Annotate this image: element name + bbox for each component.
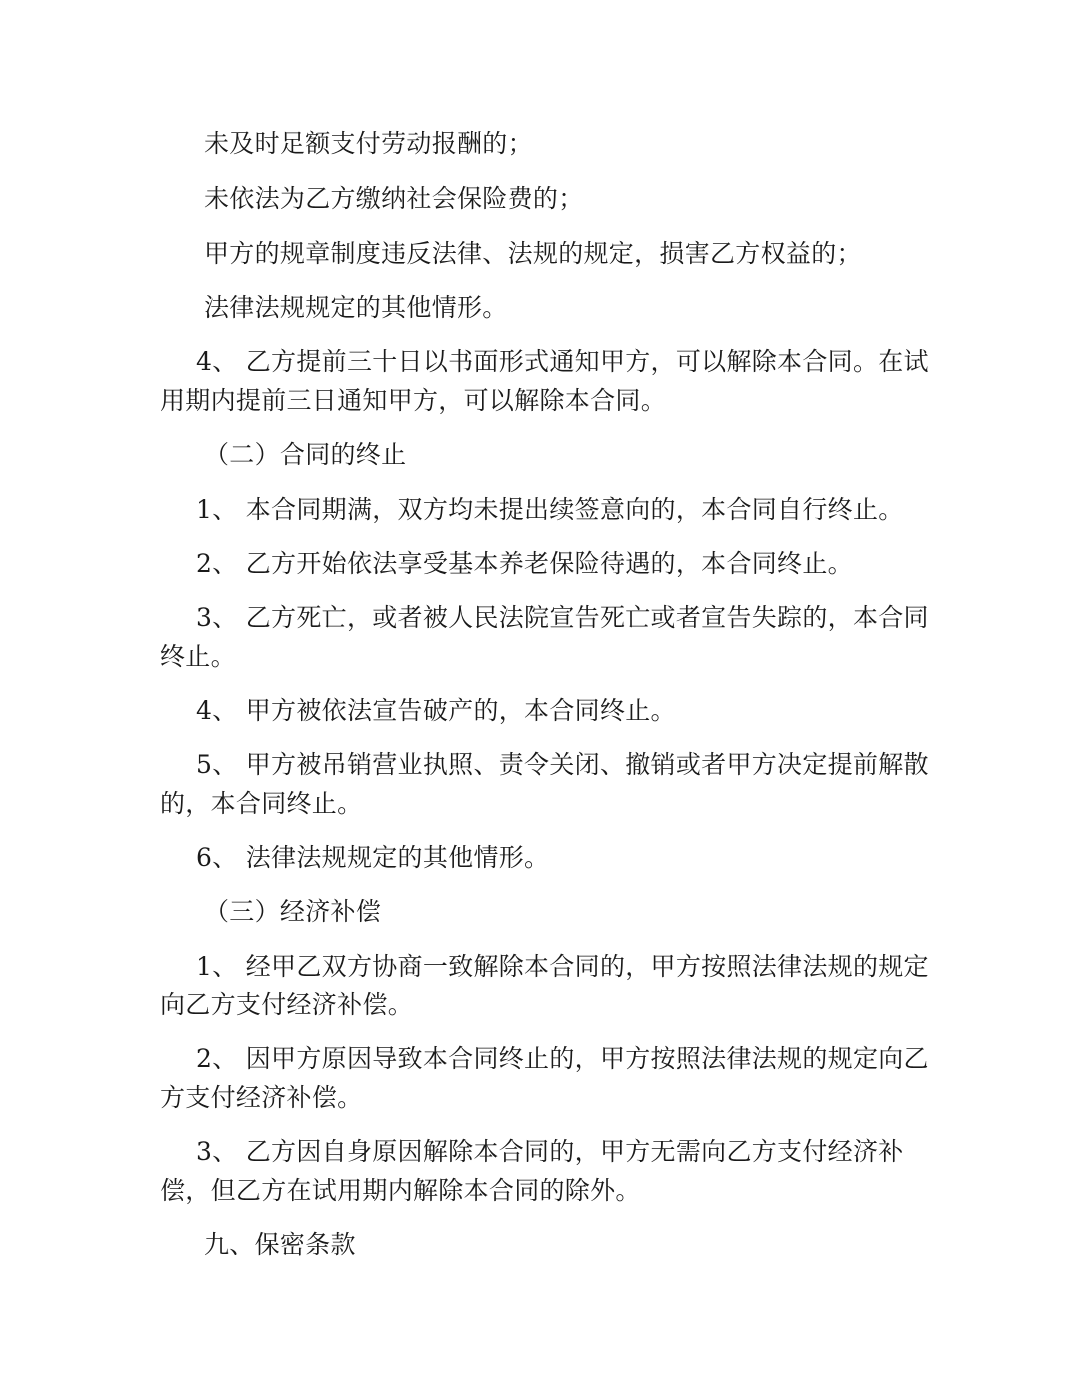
paragraph-line: 向乙方支付经济补偿。 bbox=[160, 990, 414, 1019]
paragraph-line: 5、 甲方被吊销营业执照、责令关闭、撤销或者甲方决定提前解散 bbox=[196, 750, 929, 779]
paragraph-line: 4、 乙方提前三十日以书面形式通知甲方，可以解除本合同。在试 bbox=[196, 347, 929, 376]
paragraph-line: 法律法规规定的其他情形。 bbox=[204, 293, 508, 322]
paragraph-line: 的，本合同终止。 bbox=[160, 789, 363, 818]
paragraph-line: 1、 本合同期满，双方均未提出续签意向的，本合同自行终止。 bbox=[196, 495, 904, 524]
paragraph-line: 偿，但乙方在试用期内解除本合同的除外。 bbox=[160, 1176, 641, 1205]
paragraph-line: 甲方的规章制度违反法律、法规的规定，损害乙方权益的； bbox=[204, 239, 862, 268]
paragraph-line: 4、 甲方被依法宣告破产的，本合同终止。 bbox=[196, 696, 676, 725]
section-heading: 九、保密条款 bbox=[204, 1230, 356, 1259]
section-heading: （三）经济补偿 bbox=[204, 897, 382, 926]
section-heading: （二）合同的终止 bbox=[204, 440, 407, 469]
paragraph-line: 1、 经甲乙双方协商一致解除本合同的，甲方按照法律法规的规定 bbox=[196, 952, 929, 981]
paragraph-line: 6、 法律法规规定的其他情形。 bbox=[196, 843, 550, 872]
paragraph-line: 3、 乙方死亡，或者被人民法院宣告死亡或者宣告失踪的，本合同 bbox=[196, 603, 929, 632]
paragraph-line: 3、 乙方因自身原因解除本合同的，甲方无需向乙方支付经济补 bbox=[196, 1137, 904, 1166]
paragraph-line: 终止。 bbox=[160, 642, 236, 671]
paragraph-line: 2、 因甲方原因导致本合同终止的，甲方按照法律法规的规定向乙 bbox=[196, 1044, 929, 1073]
paragraph-line: 方支付经济补偿。 bbox=[160, 1083, 363, 1112]
paragraph-line: 用期内提前三日通知甲方，可以解除本合同。 bbox=[160, 386, 667, 415]
paragraph-line: 未依法为乙方缴纳社会保险费的； bbox=[204, 184, 584, 213]
paragraph-line: 未及时足额支付劳动报酬的； bbox=[204, 129, 533, 158]
paragraph-line: 2、 乙方开始依法享受基本养老保险待遇的，本合同终止。 bbox=[196, 549, 853, 578]
